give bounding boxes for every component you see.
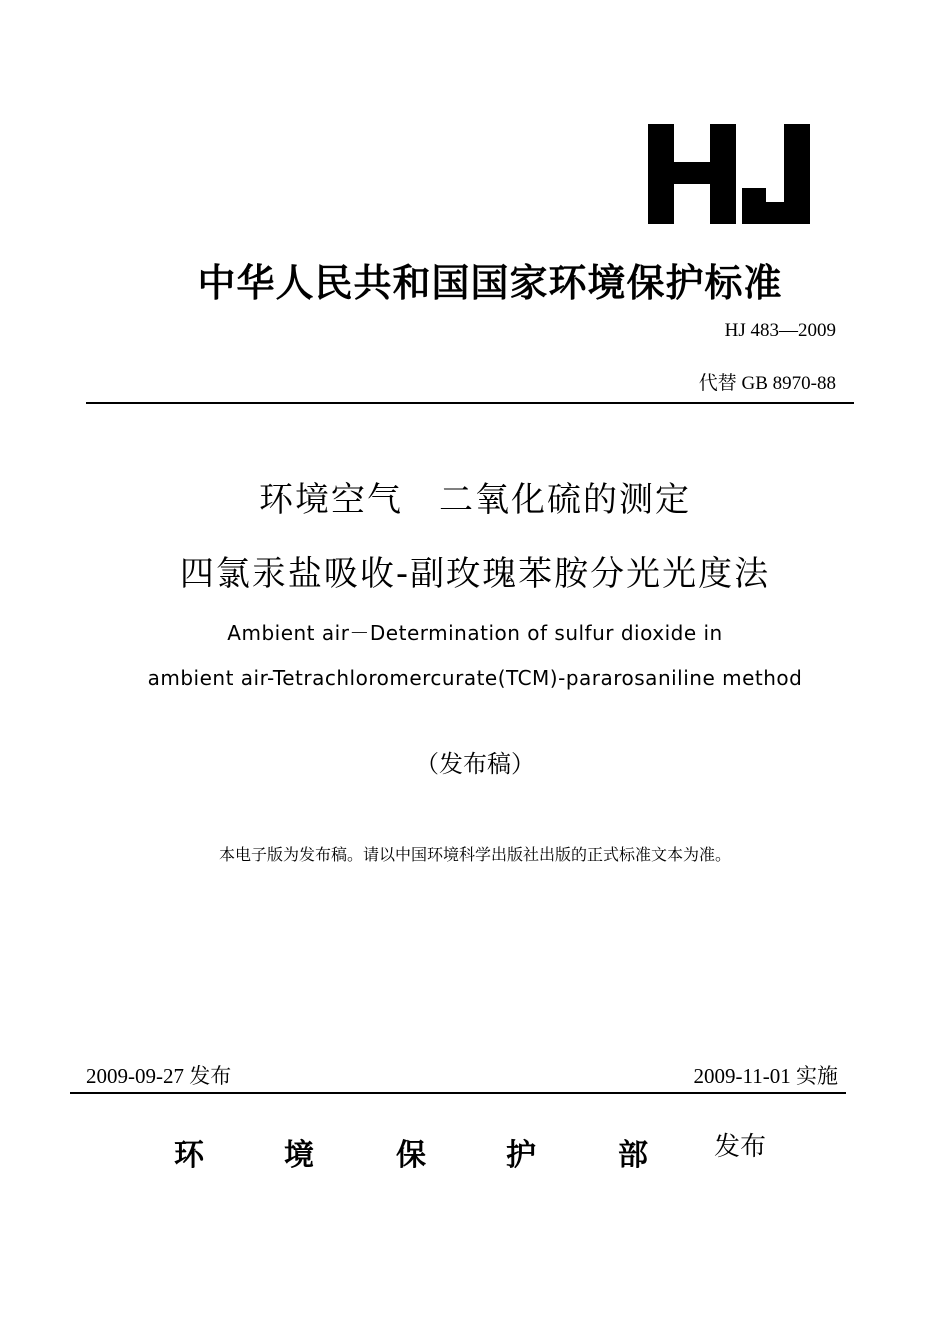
chinese-title-line-2: 四氯汞盐吸收-副玫瑰苯胺分光光度法: [179, 554, 771, 594]
national-standard-title: 中华人民共和国国家环境保护标准: [197, 261, 783, 305]
publisher-char: 部: [618, 1138, 648, 1173]
bottom-divider: [70, 1092, 846, 1094]
publisher-char: 境: [284, 1138, 314, 1173]
english-title-line-1: Ambient air－Determination of sulfur dioxide in: [227, 621, 723, 645]
publisher-char: 环: [174, 1138, 204, 1173]
english-title-line-2: ambient air-Tetrachloromercurate(TCM)-pararosaniline method: [147, 666, 803, 690]
hj-standard-logo: [640, 118, 820, 230]
electronic-version-notice: 本电子版为发布稿。请以中国环境科学出版社出版的正式标准文本为准。: [218, 845, 731, 864]
replaces-standard: 代替 GB 8970-88: [698, 373, 836, 394]
publisher-suffix: 发布: [714, 1132, 767, 1162]
publisher-char: 保: [396, 1138, 426, 1173]
draft-label: （发布稿）: [415, 750, 535, 778]
chinese-title-line-1: 环境空气 二氧化硫的测定: [259, 480, 691, 520]
publisher-char: 护: [506, 1138, 536, 1173]
issue-date: 2009-09-27 发布: [86, 1064, 232, 1088]
top-divider: [86, 402, 854, 404]
hj-logo-icon: [640, 118, 820, 230]
effective-date: 2009-11-01 实施: [693, 1064, 838, 1088]
standard-number: HJ 483—2009: [724, 320, 836, 341]
